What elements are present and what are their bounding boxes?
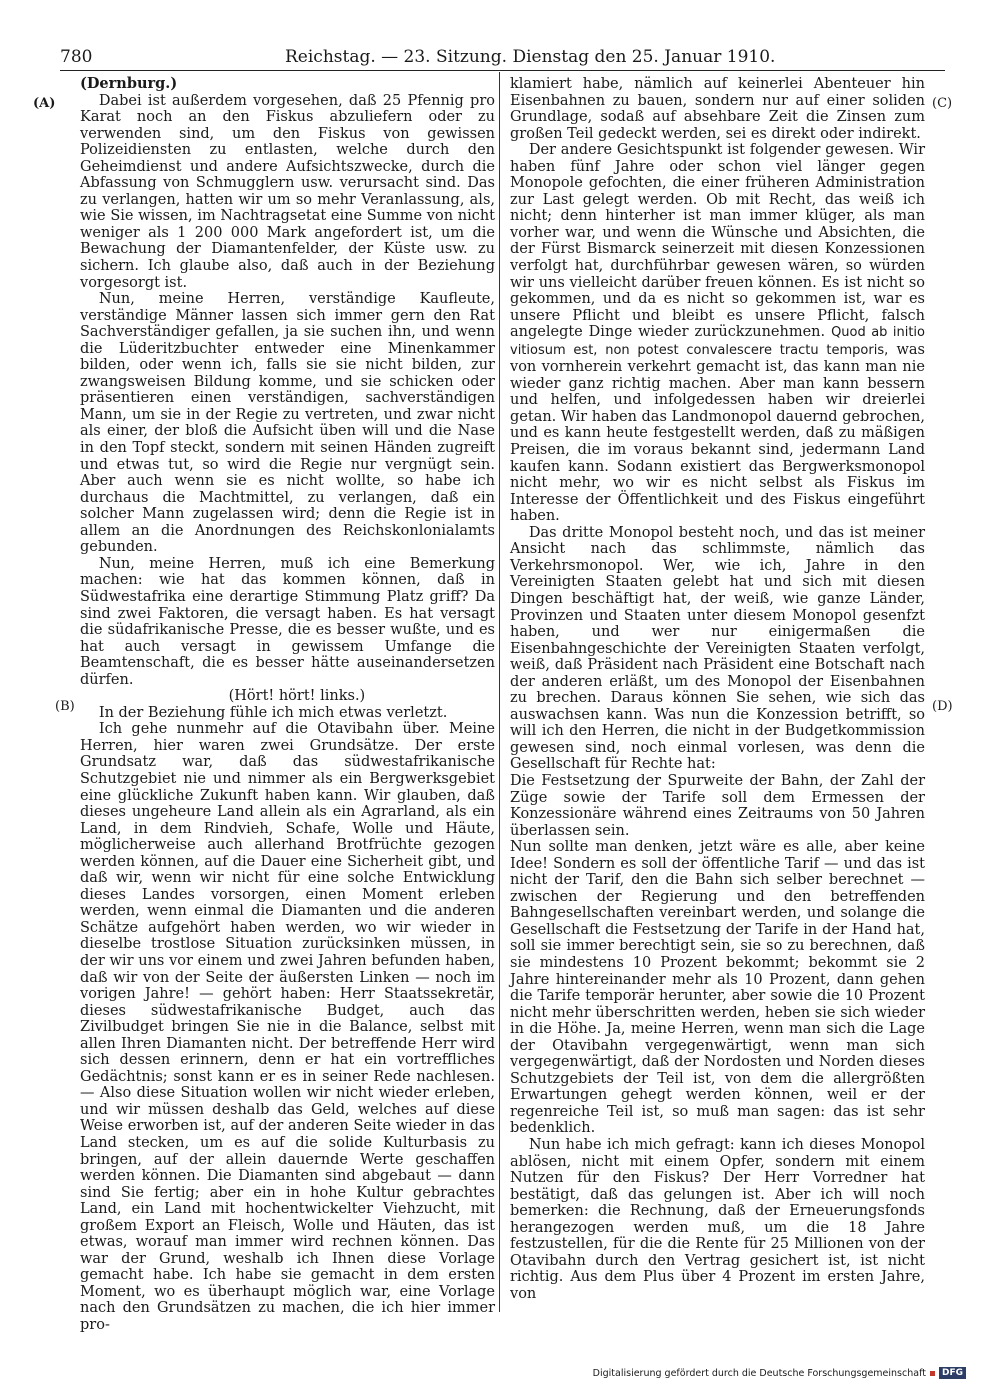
paragraph: In der Beziehung fühle ich mich etwas verletzt.	[98, 704, 448, 721]
footer-text: Digitalisierung gefördert durch die Deutsche Forschungsgemeinschaft	[592, 1367, 926, 1379]
dfg-logo: DFG	[939, 1367, 966, 1379]
header-rule	[60, 70, 945, 71]
margin-mark-b: (B)	[55, 699, 75, 714]
footer	[593, 1367, 966, 1379]
paragraph: Dabei ist außerdem vorgesehen, daß 25 Pfennig pro Karat noch an den Fiskus abzuliefern oder zu verwenden sind, um den Fiskus von gewissen Polizeidiensten zu entlasten, welche durch den Geheimdienst und andere Aufsichtszwecke, durch die Abfassung von Schmugglern usw. verursacht sind. Das zu verlangen, hatten wir um so mehr Veranlassung, als, wie Sie wissen, im Nachtragsetat eine Summe von nicht weniger als 1 200 000 Mark angefordert ist, um die Bewachung der Diamantenfelder, der Küste usw. zu sichern. Ich glaube also, daß auch in der Beziehung vorgesorgt ist.	[80, 92, 495, 291]
paragraph: Nun, meine Herren, verständige Kaufleute, verständige Männer lassen sich immer gern den Rat Sachverständiger gefallen, ja sie suchen ihn, und wenn die Lüderitzbuchter entweder eine Minenkammer bilden, oder wenn ich, falls sie sie nicht bilden, zur zwangsweisen Bildung komme, und sie schicken oder präsentieren einen verständigen, sachverständigen Mann, um sie in der Regie zu vertreten, und zwar nicht als einer, der bloß die Aufsicht üben will und die Nase in den Topf steckt, sondern mit seinen Händen zugreift und etwas tut, so wird die Regie nur vergnügt sein. Aber auch wenn sie es nicht wollte, so habe ich durchaus die Machtmittel, zu verlangen, daß ein solcher Mann zugelassen wird; denn die Regie ist in allem an die Anordnungen des Reichskonlonialamts gebunden.	[80, 291, 495, 556]
interjection: (Hört! hört! links.)	[228, 688, 366, 705]
paragraph	[510, 142, 925, 525]
speaker-label: (Dernburg.)	[80, 75, 178, 92]
left-column	[80, 76, 495, 1334]
paragraph: klamiert habe, nämlich auf keinerlei Abenteuer hin Eisenbahnen zu bauen, sondern nur auf einer soliden Grundlage, sodaß auf absehbare Zeit die Zinsen zum großen Teil gedeckt werden, sei es direkt oder indirekt.	[510, 76, 925, 142]
page-number: 780	[60, 47, 93, 67]
paragraph: Nun sollte man denken, jetzt wäre es alle, aber keine Idee! Sondern es soll der öffentliche Tarif — und das ist nicht der Tarif, den die Bahn sich selber berechnet — zwischen der Regierung und den betreffenden Bahngesellschaften vereinbart werden, und solange die Gesellschaft die Festsetzung der Tarife in der Hand hat, soll sie immer berechtigt sein, sie so zu berechnen, daß sie mindestens 10 Prozent bekommt; bekommt sie 2 Jahre hintereinander mehr als 10 Prozent, dann gehen die Tarife temporär herunter, aber sowie die 10 Prozent nicht mehr überschritten werden, heben sie sich wieder in die Höhe. Ja, meine Herren, wenn man sich die Lage der Otavibahn vergegenwärtigt, wenn man sich vergegenwärtigt, daß der Nordosten und Norden dieses Schutzgebiets der Teil ist, von dem die allergrößten Erwartungen gehegt werden können, weil er der regenreiche Teil ist, so muß man sagen: das ist sehr bedenklich.	[510, 839, 925, 1137]
right-column	[510, 76, 925, 1302]
dfg-dot-icon	[930, 1371, 935, 1376]
paragraph: Nun habe ich mich gefragt: kann ich dieses Monopol ablösen, nicht mit einem Opfer, sondern mit einem Nutzen für den Fiskus? Der Herr Vorredner hat bestätigt, daß das gelungen ist. Aber ich will noch bemerken: die Rechnung, daß der Erneuerungsfonds herangezogen werden muß, um die 18 Jahre festzustellen, für die die Rente für 25 Millionen von der Otavibahn durch den Vertrag gesichert ist, ist nicht richtig. Aus dem Plus über 4 Prozent im ersten Jahre, von	[510, 1137, 925, 1302]
margin-mark-d: (D)	[932, 699, 953, 714]
block-quote: Die Festsetzung der Spurweite der Bahn, der Zahl der Züge sowie der Tarife soll dem Ermessen der Konzessionäre während eines Zeitraums von 50 Jahren überlassen sein.	[510, 772, 925, 839]
latin-quote: Quod ab initio vitiosum est, non potest convalescere tractu temporis,	[510, 325, 925, 358]
margin-mark-c: (C)	[932, 96, 953, 111]
paragraph-text: was von vornherein verkehrt gemacht ist, das kann man nie wieder ganz richtig machen. Aber man kann bessern und helfen, und infolgedessen haben wir dreierlei getan. Wir haben das Landmonopol dauernd gebrochen, und es kann heute festgestellt werden, daß zu mäßigen Preisen, die im voraus bekannt sind, jedermann Land kaufen kann. Sodann existiert das Bergwerksmonopol nicht mehr, wo wir es nicht selbst als Fiskus im Interesse der Öffentlichkeit und des Fiskus eingeführt haben.	[510, 341, 925, 525]
column-divider	[499, 72, 500, 1312]
paragraph: Ich gehe nunmehr auf die Otavibahn über. Meine Herren, hier waren zwei Grundsätze. Der erste Grundsatz war, daß das südwestafrikanische Schutzgebiet nie und nimmer als ein Bergwerksgebiet eine glückliche Zukunft haben kann. Wir glauben, daß dieses ungeheure Land allein als ein Agrarland, als ein Land, in dem Rindvieh, Schafe, Wolle und Häute, möglicherweise auch allerhand Brotfrüchte gezogen werden können, auf die Dauer eine Sicherheit gibt, und daß wir, wenn wir nicht für eine solche Entwicklung dieses Landes vorsorgen, einen Moment erleben werden, wenn einmal die Diamanten und die anderen Schätze aufgehört haben werden, wo wir wieder in dieselbe trostlose Situation zurücksinken müssen, in der wir uns vor einem und zwei Jahren befunden haben, daß wir von der Seite der äußersten Linken — noch im vorigen Jahre! — gehört haben: Herr Staatssekretär, dieses südwestafrikanische Budget, auch das Zivilbudget bringen Sie nie in die Balance, selbst mit allen Ihren Diamanten nicht. Der betreffende Herr wird sich dessen erinnern, denn er hat ein vortreffliches Gedächtnis; sonst kann er es in seiner Rede nachlesen. — Also diese Situation wollen wir nicht wieder erleben, und wir müssen deshalb das Geld, welches auf diese Weise erworben ist, auf der anderen Seite wieder in das Land stecken, um es auf die solide Kulturbasis zu bringen, auf der allein dauernde Werte geschaffen werden können. Die Diamanten sind abgebaut — dann sind Sie fertig; aber ein in hohe Kultur gebrachtes Land, ein Land mit hochentwickelter Viehzucht, mit großem Export an Fleisch, Wolle und Häuten, das ist etwas, worauf man immer wird rechnen können. Das war der Grund, weshalb ich Ihnen diese Vorlage gemacht habe. Ich habe sie gemacht in dem ersten Moment, wo es überhaupt möglich war, eine Vorlage nach den Grundsätzen zu machen, die ich hier immer pro-	[80, 721, 495, 1334]
running-head: Reichstag. — 23. Sitzung. Dienstag den 25. Januar 1910.	[285, 47, 776, 67]
paragraph-text: Der andere Gesichtspunkt ist folgender gewesen. Wir haben fünf Jahre oder schon viel länger gegen Monopole gefochten, die einer früheren Administration zur Last gelegt werden. Ob mit Recht, das weiß ich nicht; denn hinterher ist man immer klüger, als man vorher war, und wenn die Wünsche und Absichten, die der Fürst Bismarck seinerzeit mit diesen Konzessionen verfolgt hat, durchführbar gewesen wären, so würden wir uns vielleicht darüber freuen können. Es ist nicht so gekommen, und da es nicht so gekommen ist, war es unsere Pflicht und bleibt es unsere Pflicht, falsch angelegte Dinge wieder zurückzunehmen.	[510, 142, 925, 341]
paragraph: Nun, meine Herren, muß ich eine Bemerkung machen: wie hat das kommen können, daß in Südwestafrika eine derartige Stimmung Platz griff? Da sind zwei Faktoren, die versagt haben. Es hat versagt die südafrikanische Presse, die es besser wußte, und es hat auch versagt in gewissem Umfange die Beamtenschaft, die es besser hätte auseinandersetzen dürfen.	[80, 555, 495, 688]
paragraph: Das dritte Monopol besteht noch, und das ist meiner Ansicht nach das schlimmste, nämlich das Verkehrsmonopol. Wer, wie ich, Jahre in den Vereinigten Staaten gelebt hat und sich mit diesen Dingen beschäftigt hat, der weiß, wie ganze Länder, Provinzen und Staaten unter diesem Monopol gesenfzt haben, und wer nur einigermaßen die Eisenbahngeschichte der Vereinigten Staaten verfolgt, weiß, daß Präsident nach Präsident eine Botschaft nach der anderen erläßt, um des Monopol der Eisenbahnen zu brechen. Daraus können Sie sehen, wie sich das auswachsen kann. Was nun die Konzession betrifft, so will ich den Herren, die nicht in der Budgetkommission gewesen sind, noch einmal vorlesen, was denn die Gesellschaft für Rechte hat:	[510, 524, 925, 773]
margin-mark-a: (A)	[33, 96, 56, 111]
